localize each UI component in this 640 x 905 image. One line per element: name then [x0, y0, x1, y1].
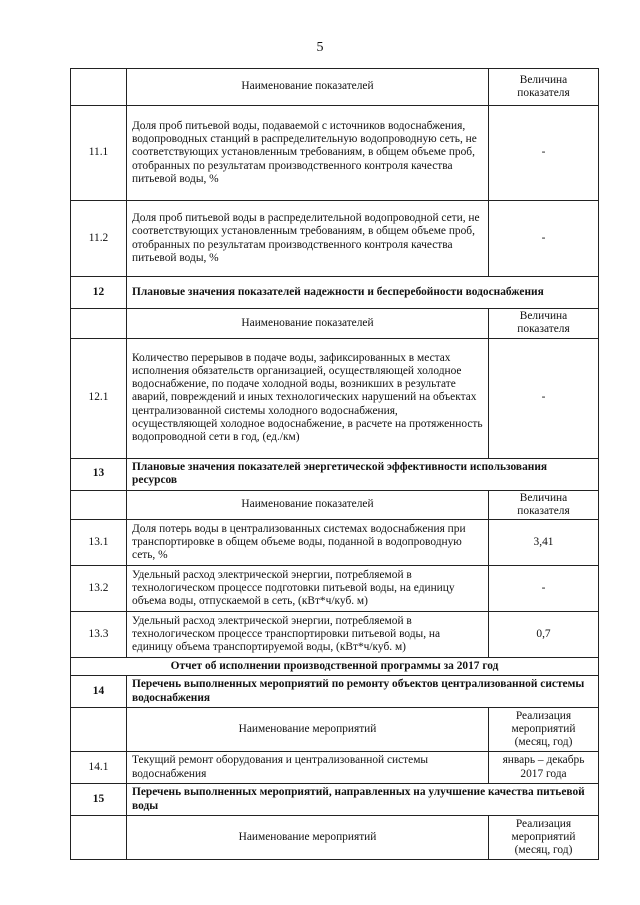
row-text: Удельный расход электрической энергии, потребляемой в технологическом процессе транспортировки питьевой воды, на единицу объема транспортируемой воды, (кВт*ч/куб. м)	[127, 612, 489, 658]
header-value-cell: Величина показателя	[489, 490, 599, 520]
row-value: январь – декабрь 2017 года	[489, 752, 599, 784]
table-header-row	[71, 490, 599, 520]
row-value: -	[489, 106, 599, 201]
table-row	[71, 338, 599, 458]
table-row	[71, 106, 599, 201]
header-value-cell: Реализация мероприятий (месяц, год)	[489, 816, 599, 860]
header-name-cell: Наименование показателей	[127, 69, 489, 106]
row-value: 0,7	[489, 612, 599, 658]
section-title: Перечень выполненных мероприятий по ремонту объектов централизованной системы водоснабжения	[127, 676, 599, 708]
row-text: Количество перерывов в подаче воды, зафиксированных в местах исполнения обязательств организацией, осуществляющей холодное водоснабжение, по подаче холодной воды, возникших в результате аварий, повреждений и иных технологических нарушений на объектах централизованной системы холодного водоснабжения, осуществляющей холодное водоснабжение, в расчете на протяженность водопроводной сети в год, (ед./км)	[127, 338, 489, 458]
table-header-row	[71, 708, 599, 752]
row-text: Доля проб питьевой воды в распределительной водопроводной сети, не соответствующих установленным требованиям, в общем объеме проб, отобранных по результатам производственного контроля качества питьевой воды, %	[127, 201, 489, 277]
section-number: 14	[71, 676, 127, 708]
section-number: 12	[71, 277, 127, 309]
header-value-cell: Величина показателя	[489, 309, 599, 339]
row-number: 11.1	[71, 106, 127, 201]
header-number-cell	[71, 816, 127, 860]
header-name-cell: Наименование показателей	[127, 490, 489, 520]
row-value: 3,41	[489, 520, 599, 566]
table-row	[71, 201, 599, 277]
table-header-row	[71, 816, 599, 860]
report-title: Отчет об исполнении производственной программы за 2017 год	[71, 658, 599, 676]
row-value: -	[489, 338, 599, 458]
section-title: Перечень выполненных мероприятий, направленных на улучшение качества питьевой воды	[127, 784, 599, 816]
row-number: 13.2	[71, 566, 127, 612]
table-row	[71, 520, 599, 566]
row-value: -	[489, 566, 599, 612]
indicators-table	[70, 68, 599, 860]
header-value-cell: Величина показателя	[489, 69, 599, 106]
header-number-cell	[71, 309, 127, 339]
header-number-cell	[71, 69, 127, 106]
header-name-cell: Наименование мероприятий	[127, 816, 489, 860]
section-row	[71, 784, 599, 816]
table-row	[71, 566, 599, 612]
row-text: Удельный расход электрической энергии, потребляемой в технологическом процессе подготовки питьевой воды, на единицу объема воды, отпускаемой в сеть, (кВт*ч/куб. м)	[127, 566, 489, 612]
row-number: 14.1	[71, 752, 127, 784]
page-number: 5	[316, 40, 324, 55]
header-number-cell	[71, 490, 127, 520]
header-name-cell: Наименование мероприятий	[127, 708, 489, 752]
section-title: Плановые значения показателей энергетической эффективности использования ресурсов	[127, 458, 599, 490]
header-number-cell	[71, 708, 127, 752]
header-name-cell: Наименование показателей	[127, 309, 489, 339]
header-value-cell: Реализация мероприятий (месяц, год)	[489, 708, 599, 752]
table-row	[71, 752, 599, 784]
report-title-row	[71, 658, 599, 676]
section-title: Плановые значения показателей надежности и бесперебойности водоснабжения	[127, 277, 599, 309]
row-text: Текущий ремонт оборудования и централизованной системы водоснабжения	[127, 752, 489, 784]
table-row	[71, 612, 599, 658]
row-number: 13.1	[71, 520, 127, 566]
row-number: 11.2	[71, 201, 127, 277]
row-text: Доля проб питьевой воды, подаваемой с источников водоснабжения, водопроводных станций в распределительную водопроводную сеть, не соответствующих установленным требованиям, в общем объеме проб, отобранных по результатам производственного контроля качества питьевой воды, %	[127, 106, 489, 201]
section-row	[71, 676, 599, 708]
row-value: -	[489, 201, 599, 277]
row-number: 13.3	[71, 612, 127, 658]
section-number: 13	[71, 458, 127, 490]
section-row	[71, 277, 599, 309]
table-header-row	[71, 309, 599, 339]
section-row	[71, 458, 599, 490]
table-header-row	[71, 69, 599, 106]
row-number: 12.1	[71, 338, 127, 458]
row-text: Доля потерь воды в централизованных системах водоснабжения при транспортировке в общем объеме воды, поданной в водопроводную сеть, %	[127, 520, 489, 566]
section-number: 15	[71, 784, 127, 816]
